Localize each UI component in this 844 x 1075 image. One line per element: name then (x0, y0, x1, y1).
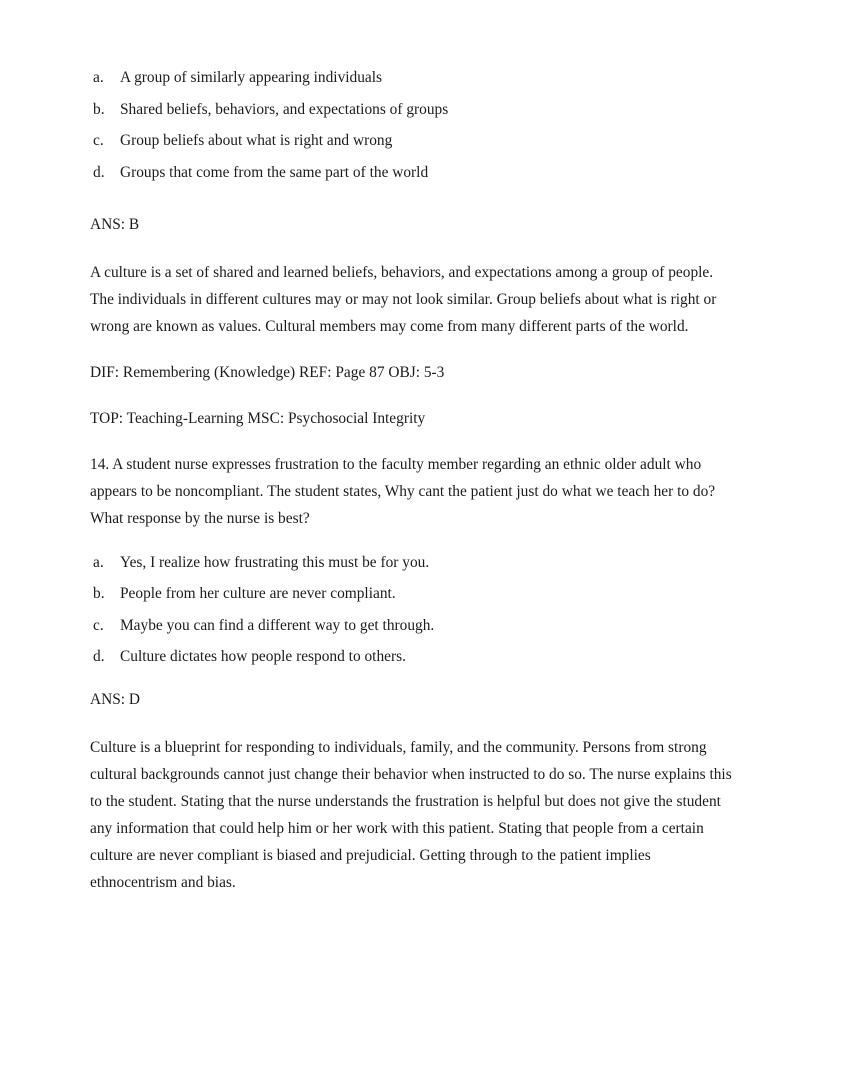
question-14-rationale: Culture is a blueprint for responding to individuals, family, and the community. Persons from strong cultural backgrounds cannot just change their behavior when instructed to do so. The nurse explains this to the student. Stating that the nurse understands the frustration is helpful but does not give the student any information that could help him or her work with this patient. Stating that people from a certain culture are never compliant is biased and prejudicial. Getting through to the patient implies ethnocentrism and bias. (90, 739, 732, 891)
option-text: Yes, I realize how frustrating this must be for you. (120, 553, 430, 571)
option-row (90, 643, 734, 670)
question-14-answer: ANS: D (90, 691, 141, 708)
option-row (90, 96, 734, 123)
option-row (90, 159, 734, 186)
question-14-options (90, 549, 734, 671)
option-text: Culture dictates how people respond to others. (120, 648, 406, 665)
option-text: Groups that come from the same part of the world (120, 163, 429, 181)
option-row (90, 612, 734, 639)
option-text: People from her culture are never compliant. (120, 585, 396, 602)
option-text: Maybe you can find a different way to get through. (120, 616, 435, 634)
question-13-dif-line: DIF: Remembering (Knowledge) REF: Page 87 OBJ: 5-3 (90, 363, 445, 381)
option-row (90, 580, 734, 607)
question-13-top-line: TOP: Teaching-Learning MSC: Psychosocial Integrity (90, 409, 426, 427)
option-letter: d. (93, 163, 105, 181)
option-text: A group of similarly appearing individuals (120, 69, 383, 86)
option-letter: a. (93, 553, 104, 571)
option-letter: c. (93, 132, 104, 149)
option-letter: c. (93, 616, 104, 634)
option-letter: d. (93, 648, 105, 665)
question-14-stem: 14. A student nurse expresses frustration to the faculty member regarding an ethnic older adult who appears to be noncompliant. The student states, Why cant the patient just do what we teach her to do? What response by the nurse is best? (90, 455, 716, 527)
question-13-rationale: A culture is a set of shared and learned beliefs, behaviors, and expectations among a group of people. The individuals in different cultures may or may not look similar. Group beliefs about what is right or wrong are known as values. Cultural members may come from many different parts of the world. (90, 263, 717, 335)
question-13-answer: ANS: B (90, 215, 140, 233)
option-letter: b. (93, 100, 105, 118)
option-row (90, 64, 734, 91)
question-13-options (90, 64, 734, 186)
option-text: Group beliefs about what is right and wrong (120, 132, 393, 149)
option-text: Shared beliefs, behaviors, and expectations of groups (120, 100, 449, 118)
option-letter: b. (93, 585, 105, 602)
option-row (90, 127, 734, 154)
document-content (90, 64, 734, 896)
option-letter: a. (93, 69, 104, 86)
option-row (90, 549, 734, 576)
